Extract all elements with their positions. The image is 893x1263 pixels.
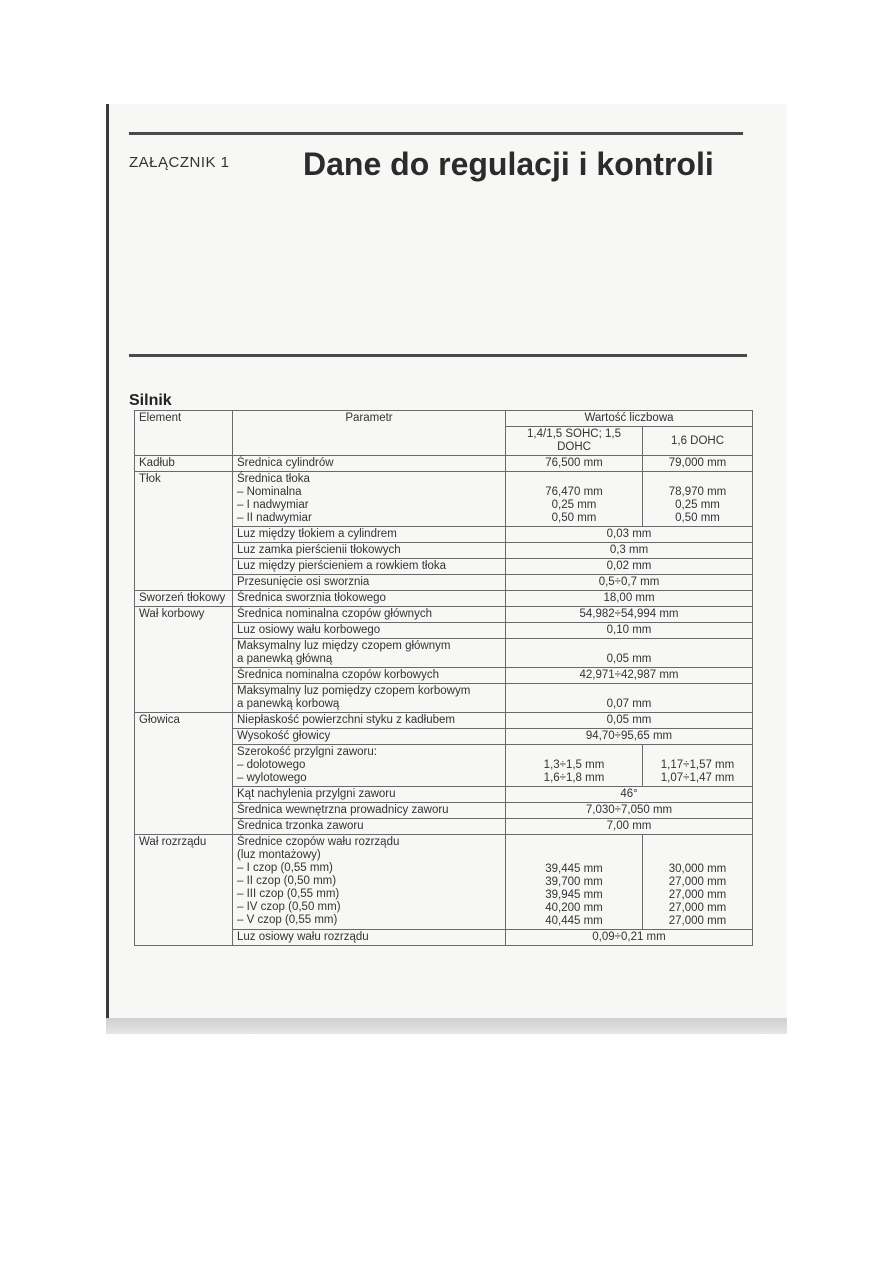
value-cell: 30,000 mm 27,000 mm 27,000 mm 27,000 mm 27,000 mm: [643, 835, 753, 930]
param-cell: Luz między pierścieniem a rowkiem tłoka: [233, 559, 506, 575]
header-parameter: Parametr: [233, 411, 506, 456]
value-cell: 0,02 mm: [506, 559, 753, 575]
value-cell: 78,970 mm 0,25 mm 0,50 mm: [643, 472, 753, 527]
element-cell: Sworzeń tłokowy: [135, 591, 233, 607]
value-cell: 94,70÷95,65 mm: [506, 729, 753, 745]
value-cell: 39,445 mm 39,700 mm 39,945 mm 40,200 mm 40,445 mm: [506, 835, 643, 930]
param-cell: Kąt nachylenia przylgni zaworu: [233, 787, 506, 803]
table-row: [135, 713, 753, 729]
value-cell: 0,3 mm: [506, 543, 753, 559]
scan-shadow: [106, 1018, 787, 1034]
element-cell: Kadłub: [135, 456, 233, 472]
value-cell: 0,03 mm: [506, 527, 753, 543]
param-cell: Niepłaskość powierzchni styku z kadłubem: [233, 713, 506, 729]
value-cell: 76,500 mm: [506, 456, 643, 472]
element-cell: Wał korbowy: [135, 607, 233, 713]
element-cell: Głowica: [135, 713, 233, 835]
element-cell: Wał rozrządu: [135, 835, 233, 946]
param-cell: Wysokość głowicy: [233, 729, 506, 745]
param-cell: Luz osiowy wału rozrządu: [233, 930, 506, 946]
value-cell: 0,09÷0,21 mm: [506, 930, 753, 946]
header-element: Element: [135, 411, 233, 456]
header-variant-b: 1,6 DOHC: [643, 427, 753, 456]
param-cell: Średnica nominalna czopów głównych: [233, 607, 506, 623]
param-cell: Szerokość przylgni zaworu: – dolotowego – wylotowego: [233, 745, 506, 787]
value-cell: 18,00 mm: [506, 591, 753, 607]
table-row: [135, 591, 753, 607]
value-cell: 0,07 mm: [506, 684, 753, 713]
param-cell: Luz osiowy wału korbowego: [233, 623, 506, 639]
value-cell: 1,3÷1,5 mm 1,6÷1,8 mm: [506, 745, 643, 787]
param-cell: Średnica tłoka – Nominalna – I nadwymiar – II nadwymiar: [233, 472, 506, 527]
value-cell: 42,971÷42,987 mm: [506, 668, 753, 684]
param-cell: Średnica wewnętrzna prowadnicy zaworu: [233, 803, 506, 819]
header-value: Wartość liczbowa: [506, 411, 753, 427]
param-cell: Maksymalny luz między czopem głównym a panewką główną: [233, 639, 506, 668]
value-cell: 79,000 mm: [643, 456, 753, 472]
section-rule: [129, 354, 747, 357]
value-cell: 0,05 mm: [506, 639, 753, 668]
scan-edge: [106, 104, 109, 1034]
param-cell: Średnice czopów wału rozrządu (luz montażowy) – I czop (0,55 mm) – II czop (0,50 mm) – III czop (0,55 mm) – IV czop (0,50 mm) – V czop (0,55 mm): [233, 835, 506, 930]
value-cell: 7,00 mm: [506, 819, 753, 835]
spec-table: [134, 410, 753, 946]
param-cell: Luz zamka pierścienii tłokowych: [233, 543, 506, 559]
value-cell: 46°: [506, 787, 753, 803]
element-cell: Tłok: [135, 472, 233, 591]
table-row: [135, 607, 753, 623]
value-cell: 76,470 mm 0,25 mm 0,50 mm: [506, 472, 643, 527]
param-cell: Średnica cylindrów: [233, 456, 506, 472]
param-cell: Średnica nominalna czopów korbowych: [233, 668, 506, 684]
top-rule: [129, 132, 743, 135]
appendix-label: ZAŁĄCZNIK 1: [129, 154, 230, 171]
value-cell: 54,982÷54,994 mm: [506, 607, 753, 623]
table-header-row: [135, 411, 753, 427]
value-cell: 0,10 mm: [506, 623, 753, 639]
param-cell: Średnica sworznia tłokowego: [233, 591, 506, 607]
table-row: [135, 835, 753, 930]
value-cell: 1,17÷1,57 mm 1,07÷1,47 mm: [643, 745, 753, 787]
value-cell: 7,030÷7,050 mm: [506, 803, 753, 819]
param-cell: Luz między tłokiem a cylindrem: [233, 527, 506, 543]
header-variant-a: 1,4/1,5 SOHC; 1,5 DOHC: [506, 427, 643, 456]
param-cell: Maksymalny luz pomiędzy czopem korbowym a panewką korbową: [233, 684, 506, 713]
page-title: Dane do regulacji i kontroli: [303, 146, 714, 182]
param-cell: Przesunięcie osi sworznia: [233, 575, 506, 591]
param-cell: Średnica trzonka zaworu: [233, 819, 506, 835]
section-title: Silnik: [129, 392, 172, 409]
value-cell: 0,05 mm: [506, 713, 753, 729]
table-row: [135, 472, 753, 527]
table-row: [135, 456, 753, 472]
value-cell: 0,5÷0,7 mm: [506, 575, 753, 591]
